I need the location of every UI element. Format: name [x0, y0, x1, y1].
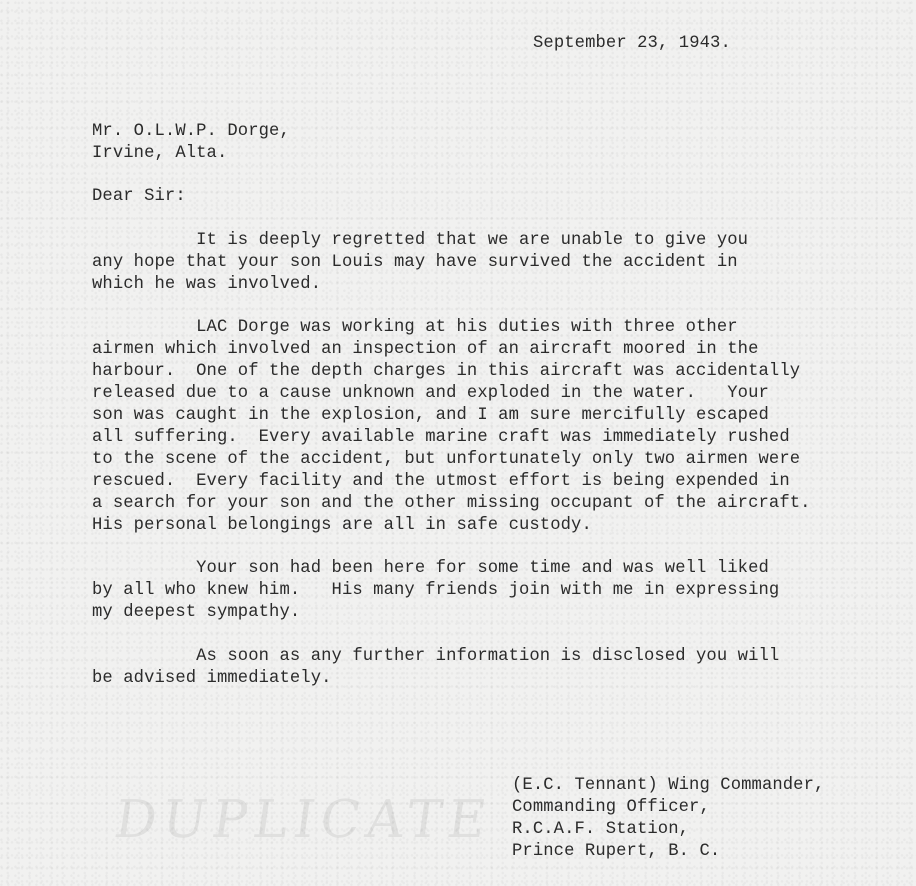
paragraph-line: airmen which involved an inspection of an aircraft moored in the — [92, 340, 759, 359]
paragraph-line: by all who knew him. His many friends join with me in expressing — [92, 581, 780, 600]
paragraph-line: be advised immediately. — [92, 669, 332, 688]
recipient-name: Mr. O.L.W.P. Dorge, — [92, 122, 290, 141]
paragraph-line: LAC Dorge was working at his duties with three other — [92, 318, 738, 337]
paragraph-line: all suffering. Every available marine craft was immediately rushed — [92, 428, 790, 447]
salutation: Dear Sir: — [92, 187, 186, 206]
paragraph-line: As soon as any further information is disclosed you will — [92, 647, 780, 666]
paragraph-line: Your son had been here for some time and was well liked — [92, 559, 769, 578]
paragraph-line: any hope that your son Louis may have survived the accident in — [92, 253, 738, 272]
paragraph-line: rescued. Every facility and the utmost effort is being expended in — [92, 472, 790, 491]
paragraph-line: a search for your son and the other missing occupant of the aircraft. — [92, 494, 811, 513]
signature-line-station: R.C.A.F. Station, — [512, 820, 690, 839]
signature-line-location: Prince Rupert, B. C. — [512, 842, 721, 861]
paragraph-line: harbour. One of the depth charges in this aircraft was accidentally — [92, 362, 801, 381]
signature-line-name: (E.C. Tennant) Wing Commander, — [512, 776, 825, 795]
signature-line-title: Commanding Officer, — [512, 798, 710, 817]
paragraph-line: It is deeply regretted that we are unable to give you — [92, 231, 749, 250]
paragraph-line: to the scene of the accident, but unfortunately only two airmen were — [92, 450, 801, 469]
paragraph-line: which he was involved. — [92, 275, 322, 294]
letter-date: September 23, 1943. — [533, 34, 731, 53]
recipient-location: Irvine, Alta. — [92, 144, 228, 163]
paragraph-line: my deepest sympathy. — [92, 603, 301, 622]
paragraph-line: released due to a cause unknown and exploded in the water. Your — [92, 384, 769, 403]
paragraph-line: His personal belongings are all in safe custody. — [92, 516, 592, 535]
show-through-watermark: DUPLICATE — [110, 790, 496, 850]
paragraph-line: son was caught in the explosion, and I am sure mercifully escaped — [92, 406, 769, 425]
